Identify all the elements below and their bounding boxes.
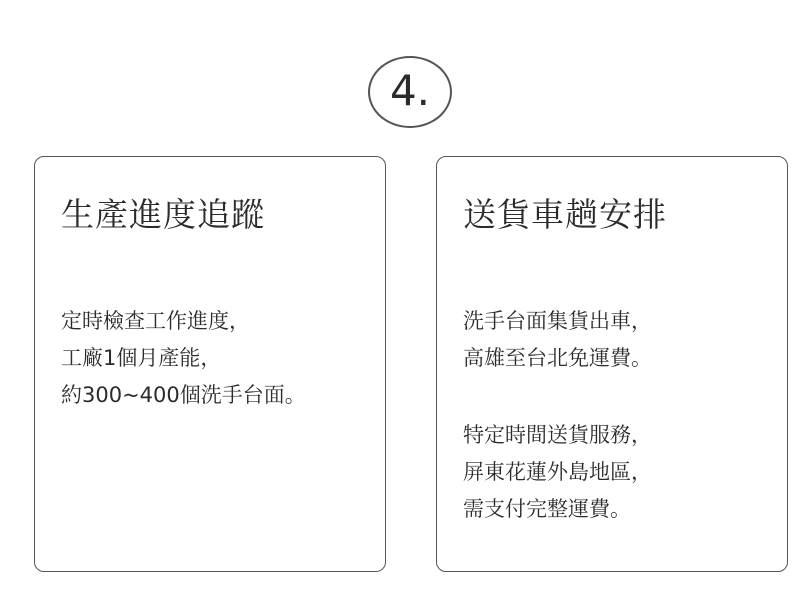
card-line: 定時檢查工作進度， xyxy=(61,309,250,333)
card-line: 需支付完整運費。 xyxy=(463,497,631,521)
delivery-arrangement-card xyxy=(436,156,788,572)
card-title: 送貨車趟安排 xyxy=(463,195,667,234)
production-tracking-card xyxy=(34,156,386,572)
card-line: 特定時間送貨服務， xyxy=(463,423,652,447)
card-line: 約300~400個洗手台面。 xyxy=(61,383,306,407)
step-number: 4. xyxy=(389,66,431,115)
paragraph-gap xyxy=(463,377,777,417)
card-line: 屏東花蓮外島地區， xyxy=(463,460,652,484)
card-body xyxy=(463,303,777,528)
step-number-badge xyxy=(368,56,452,128)
card-title: 生產進度追蹤 xyxy=(61,195,265,234)
card-body xyxy=(61,303,375,414)
card-line: 洗手台面集貨出車， xyxy=(463,309,652,333)
card-line: 工廠1個月產能， xyxy=(61,346,222,370)
card-line: 高雄至台北免運費。 xyxy=(463,346,652,370)
